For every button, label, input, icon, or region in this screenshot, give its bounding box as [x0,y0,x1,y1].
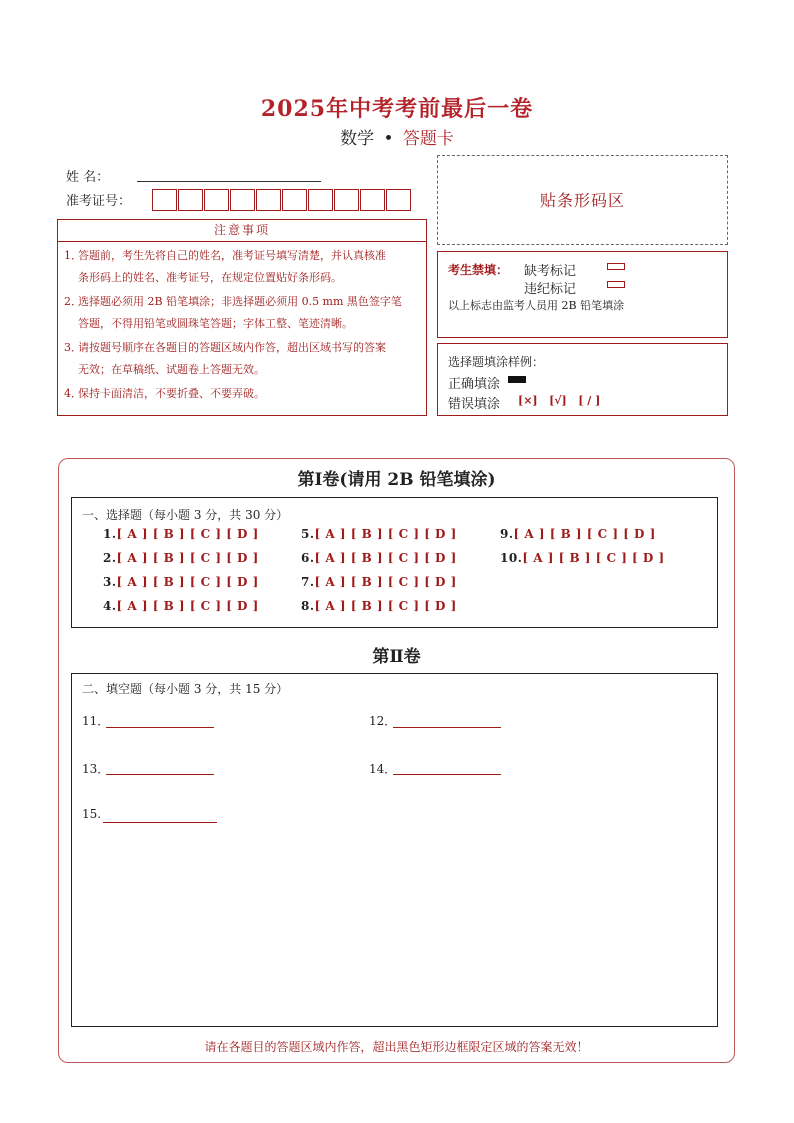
id-digit-box[interactable] [334,189,359,211]
id-digit-box[interactable] [204,189,229,211]
correct-label: 正确填涂 [448,377,501,392]
notice-item [64,337,422,381]
blank-number: 15. [82,807,102,821]
notice-item [64,383,422,405]
notice-number: 2． [64,295,82,308]
notice-title: 注意事项 [57,219,427,242]
blank-number: 12． [369,714,397,728]
id-label: 准考证号： [66,194,132,209]
id-digit-box[interactable] [360,189,385,211]
fill-sample-box [437,343,728,416]
id-digit-box[interactable] [178,189,203,211]
sheet-label: 答题卡 [402,129,454,149]
multiple-choice-panel [71,497,718,628]
mc-question[interactable]: 9.[ A ] [ B ] [ C ] [ D ] [500,527,656,541]
mc-question[interactable]: 10.[ A ] [ B ] [ C ] [ D ] [500,551,665,565]
answer-blank[interactable] [106,774,214,775]
answer-blank[interactable] [103,822,217,823]
notice-number: 1． [64,249,82,262]
wrong-marks: [×] [√] [ / ] [518,394,601,407]
mc-question[interactable]: 1.[ A ] [ B ] [ C ] [ D ] [103,527,259,541]
notice-box [57,242,427,416]
mc-question[interactable]: 6.[ A ] [ B ] [ C ] [ D ] [301,551,457,565]
id-digit-box[interactable] [230,189,255,211]
examiner-only-box [437,251,728,338]
notice-text-cont: 条形码上的姓名、准考证号，在规定位置贴好条形码。 [78,271,342,284]
name-label: 姓 名： [66,170,110,185]
notice-text-cont: 答题，不得用铅笔或圆珠笔答题；字体工整、笔迹清晰。 [78,317,353,330]
blank-number: 14． [369,762,397,776]
notice-text: 答题前，考生先将自己的姓名，准考证号填写清楚，并认真核准 [78,249,386,262]
notice-item [64,245,422,289]
mc-question[interactable]: 7.[ A ] [ B ] [ C ] [ D ] [301,575,457,589]
answer-blank[interactable] [393,727,501,728]
wrong-label: 错误填涂 [448,397,501,412]
sample-title: 选择题填涂样例： [448,355,545,369]
missing-mark-box[interactable] [607,263,625,270]
blank-number: 11． [82,714,110,728]
answer-blank[interactable] [106,727,214,728]
id-digit-box[interactable] [308,189,333,211]
page-subtitle [0,124,794,149]
part1-title: 第Ⅰ卷(请用 2B 铅笔填涂) [297,470,496,490]
barcode-label: 贴条形码区 [539,191,625,210]
filled-mark-icon [508,376,526,383]
fill-section-title: 二、填空题（每小题 3 分，共 15 分） [82,682,289,696]
fill-in-panel [71,673,718,1027]
violation-label: 违纪标记 [524,282,577,297]
violation-mark-box[interactable] [607,281,625,288]
footer-warning: 请在各题目的答题区域内作答，超出黑色矩形边框限定区域的答案无效！ [204,1040,589,1054]
part2-title: 第Ⅱ卷 [372,647,421,667]
mc-section-title: 一、选择题（每小题 3 分，共 30 分） [82,508,289,522]
separator-dot: • [383,129,394,149]
forbidden-label: 考生禁填： [448,263,509,277]
mc-question[interactable]: 2.[ A ] [ B ] [ C ] [ D ] [103,551,259,565]
id-digit-box[interactable] [282,189,307,211]
notice-number: 3． [64,341,82,354]
answer-blank[interactable] [393,774,501,775]
notice-text-cont: 无效；在草稿纸、试题卷上答题无效。 [78,363,265,376]
mc-question[interactable]: 8.[ A ] [ B ] [ C ] [ D ] [301,599,457,613]
notice-text: 选择题必须用 2B 铅笔填涂；非选择题必须用 0.5 mm 黑色签字笔 [78,295,402,308]
notice-number: 4． [64,387,82,400]
name-field[interactable] [137,181,321,182]
notice-text: 请按题号顺序在各题目的答题区域内作答，超出区域书写的答案 [78,341,386,354]
blank-number: 13． [82,762,110,776]
subject-label: 数学 [340,129,375,149]
page-title: 2025年中考考前最后一卷 [260,96,534,122]
notice-text: 保持卡面清洁，不要折叠、不要弄破。 [78,387,265,400]
forbidden-note: 以上标志由监考人员用 2B 铅笔填涂 [448,299,625,312]
notice-item [64,291,422,335]
id-digit-box[interactable] [256,189,281,211]
mc-question[interactable]: 4.[ A ] [ B ] [ C ] [ D ] [103,599,259,613]
missing-label: 缺考标记 [524,264,577,279]
id-digit-box[interactable] [386,189,411,211]
mc-question[interactable]: 5.[ A ] [ B ] [ C ] [ D ] [301,527,457,541]
id-digit-box[interactable] [152,189,177,211]
mc-question[interactable]: 3.[ A ] [ B ] [ C ] [ D ] [103,575,259,589]
